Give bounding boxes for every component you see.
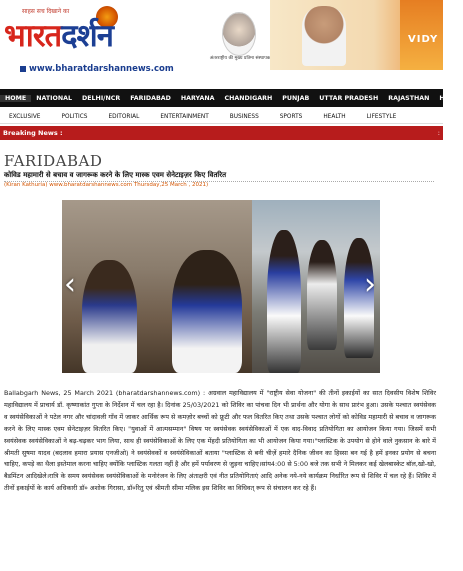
ad-person-photo <box>302 6 346 66</box>
photo-person <box>307 240 337 350</box>
founder-caption: अंतरराष्ट्रीय की मुख्य प्रतिमा संस्थापक <box>209 56 271 61</box>
logo-tagline: साहस सच दिखाने का <box>22 8 70 15</box>
nav-item-home[interactable]: HOME <box>0 95 31 102</box>
globe-icon <box>20 66 26 72</box>
nav-item-rajasthan[interactable]: RAJASTHAN <box>388 94 430 102</box>
nav-item-haryana[interactable]: HARYANA <box>180 94 215 102</box>
header-ad-banner[interactable] <box>270 0 443 70</box>
main-nav <box>0 89 459 107</box>
breaking-news-separator: : <box>437 129 440 137</box>
founder-portrait <box>222 12 256 56</box>
photo-person <box>82 260 137 373</box>
subnav-item-editorial[interactable]: EDITORIAL <box>108 113 140 120</box>
subnav-item-business[interactable]: BUSINESS <box>229 113 259 120</box>
nav-item-delhi-ncr[interactable]: DELHI/NCR <box>82 94 121 102</box>
subnav-item-entertainment[interactable]: ENTERTAINMENT <box>160 113 209 120</box>
nav-item-faridabad[interactable]: FARIDABAD <box>130 94 171 102</box>
logo-part2: दर्शन <box>61 18 113 54</box>
photo-person <box>267 230 301 373</box>
nav-item-punjab[interactable]: PUNJAB <box>282 94 310 102</box>
article-body: Ballabgarh News, 25 March 2021 (bharatdarshannews.com) : अग्रवाल महाविद्यालय में "राष्ट्रीय सेवा योजना" की तीनों इकाईयों का सात दिवसीय विशेष शिविर महाविद्यालय में प्राचार्य डॉ. कृष्णाकांत गुप्ता के निर्देशन में चल रहा है। दिनांक 25/03/2021 को शिविर का पांचवा दिन भी प्रार्थना और योगा के साथ प्रारंभ हुआ। उसके पश्चात स्वयंसेवक व स्वयंसेविकाओं ने पटेल नगर और चांदावली गाँव में जाकर आर्थिक रूप से कमज़ोर बच्चों को फ्रूटी और फल वितरित किए तथा उसके पश्चात लोगों को कोविड महामारी से बचाव व जागरूक करने के लिए मास्क एवम सेनेटाइज़र वितरित किए। "युवाओं में आत्मसम्मान" विषय पर स्वयंसेवक स्वयंसेविकाओं में एक वाद-विवाद प्रतियोगिता का आयोजन किया गया। जिसमें सभी स्वयंसेवक स्वयंसेविकाओं ने बढ़-चढ़कर भाग लिया, साथ ही स्वयंसेविकाओं के लिए एक मेंहदी प्रतियोगिता का भी आयोजन किया गया।"प्लास्टिक के उपयोग से होने वाले नुकसान के बारे में श्रीमती सुषमा यादव (बदलाव हमारा प्रयास एनजीओ) ने स्वयंसेवकों व स्वयंसेविकाओं बताया "प्लास्टिक से बनी चीज़ें हमारे दैनिक जीवन का हिस्सा बन गई है हमें इनका प्रयोग से बचना चाहिए, कपड़े का थैला इस्तेमाल करना चाहिए क्योंकि प्लास्टिक गलता नहीं है और हमें पर्यावरण से जुड़ना चाहिए।सांय4:00 से 5:00 बजे तक सभी ने मिलकर कई खेलबास्केट बॉल,खो-खो, बैडमिंटन आदिखेले।रात्रि के समय स्वयंसेवक स्वयंसेविकाओं के मनोरंजन के लिए अंताक्षरी एवं नीत प्रतियोगिताएं आदि अनेक नये-नये कार्यक्रम निर्धारित रूप से शिविर में चल रहे हैं। शिविर में तीनों इकाईयों के कार्य अधिकारी डॉ० अशोक गिरासा, डॉ०रितु एवं श्रीमती सीमा मलिक इस शिविर का विधिवत् रूप से संचालन कर रहे हैं। <box>4 389 436 493</box>
breaking-news-label: Breaking News : <box>3 129 63 137</box>
article-title: कोविड महामारी से बचाव व जागरूक करने के लिए मास्क एवम सेनेटाइज़र किए वितरित <box>4 171 434 182</box>
nav-item-national[interactable]: NATIONAL <box>36 94 73 102</box>
article-byline: (Kiran Kathuria) www.bharatdarshannews.com Thursday,25 March , 2021) <box>4 182 209 188</box>
sub-nav <box>0 110 443 124</box>
site-logo[interactable] <box>4 14 113 56</box>
breaking-news-bar <box>0 126 443 140</box>
image-slider[interactable] <box>62 200 380 373</box>
subnav-item-lifestyle[interactable]: LIFESTYLE <box>366 113 397 120</box>
nav-item-chandigarh[interactable]: CHANDIGARH <box>224 94 273 102</box>
site-url-text: www.bharatdarshannews.com <box>29 64 174 74</box>
chevron-right-icon[interactable]: › <box>364 267 376 302</box>
photo-person <box>172 250 242 373</box>
nav-item-uttar-pradesh[interactable]: UTTAR PRADESH <box>319 94 379 102</box>
ad-brand-text: VIDY <box>408 34 439 45</box>
subnav-item-health[interactable]: HEALTH <box>323 113 346 120</box>
slide-photo-left <box>62 200 252 373</box>
chevron-left-icon[interactable]: ‹ <box>64 267 76 302</box>
section-title: FARIDABAD <box>4 152 103 170</box>
site-url[interactable] <box>20 64 174 74</box>
subnav-item-exclusive[interactable]: EXCLUSIVE <box>9 113 41 120</box>
subnav-item-politics[interactable]: POLITICS <box>61 113 88 120</box>
subnav-item-sports[interactable]: SPORTS <box>279 113 303 120</box>
nav-item-himachal[interactable]: HIMA <box>439 94 459 102</box>
logo-part1: भारत <box>4 18 62 54</box>
site-header <box>0 0 443 86</box>
